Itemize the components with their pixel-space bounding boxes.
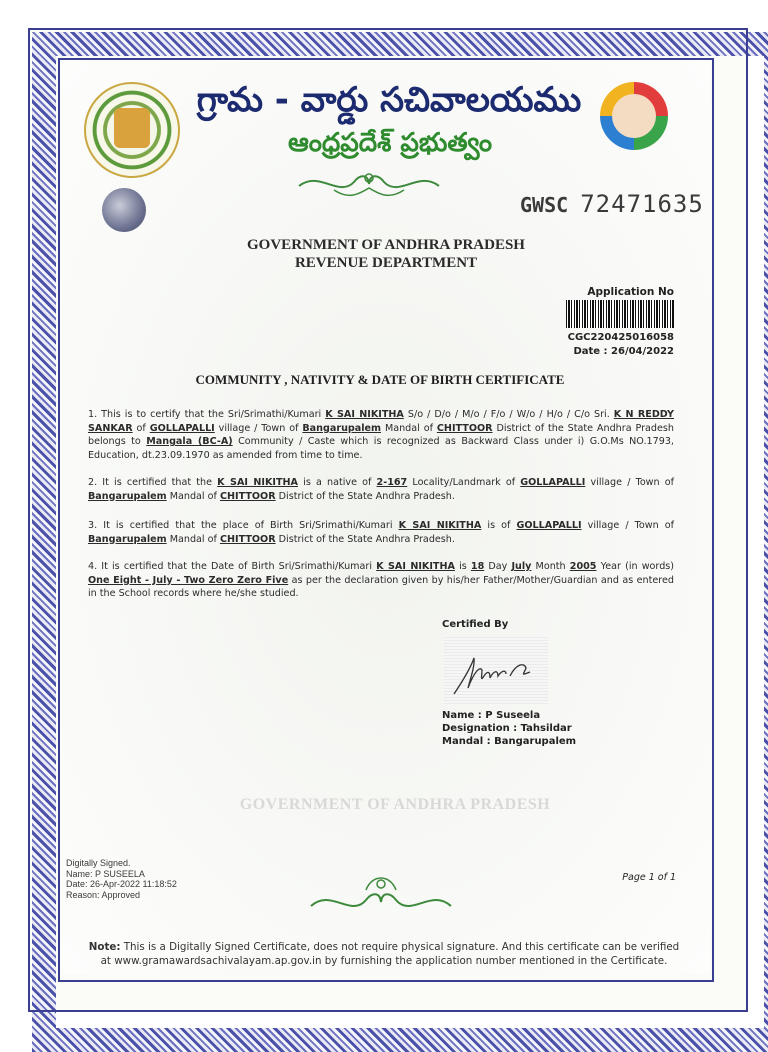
text: 2. It is certified that the	[88, 477, 218, 488]
applicant-name: K SAI NIKITHA	[376, 561, 455, 572]
text: 4. It is certified that the Date of Birth Sri/Srimathi/Kumari	[88, 561, 377, 572]
certificate-title: COMMUNITY , NATIVITY & DATE OF BIRTH CERTIFICATE	[195, 372, 565, 387]
gwsc-serial	[520, 190, 704, 218]
digital-sign-reason: Reason: Approved	[66, 889, 141, 900]
certifier-designation: Designation : Tahsildar	[442, 723, 572, 734]
applicant-name: K SAI NIKITHA	[325, 409, 404, 420]
digital-sign-line: Digitally Signed.	[66, 858, 131, 868]
paragraph-community	[88, 408, 674, 462]
gwsc-prefix: GWSC	[520, 193, 569, 217]
text: of	[132, 422, 150, 434]
birth-day: 18	[470, 561, 485, 572]
flourish-ornament-top	[294, 164, 444, 202]
text: as per the declaration given by his/her Father/Mother/Guardian and as entered in the School records where he/she studied.	[88, 574, 674, 599]
text: Mandal of	[166, 490, 220, 502]
watermark-text: GOVERNMENT OF ANDHRA PRADESH	[239, 796, 551, 813]
application-number: CGC220425016058	[567, 332, 674, 343]
text: Year (in words)	[596, 561, 675, 572]
digital-signature-stamp	[66, 858, 177, 900]
birth-month: July	[511, 561, 532, 572]
certified-by-label: Certified By	[442, 619, 509, 630]
application-barcode	[566, 300, 674, 328]
scheme-logo-badge	[600, 82, 668, 150]
certifier-details	[442, 709, 576, 748]
digital-sign-date: Date: 26-Apr-2022 11:18:52	[66, 879, 177, 889]
community-name: Mangala (BC-A)	[146, 436, 233, 447]
town-name: Bangarupalem	[88, 490, 167, 502]
ap-state-emblem	[84, 82, 180, 178]
village-name: GOLLAPALLI	[149, 422, 215, 434]
text: Month	[531, 561, 570, 572]
text: village / Town of	[585, 477, 675, 488]
application-date: Date : 26/04/2022	[573, 346, 674, 357]
paragraph-nativity	[88, 476, 674, 503]
district-name: CHITTOOR	[219, 490, 276, 502]
text: Mandal of	[381, 422, 437, 434]
text: Community / Caste which is recognized as Backward Class under i) G.O.Ms NO.1793, Education, dt.23.09.1970 as amended from time to time.	[88, 436, 674, 461]
certifier-mandal: Mandal : Bangarupalem	[442, 736, 577, 747]
flourish-ornament-bottom	[306, 868, 456, 920]
gov-line-2: REVENUE DEPARTMENT	[294, 255, 478, 271]
signature-scribble	[444, 636, 548, 704]
emblem-center	[114, 108, 150, 148]
district-name: CHITTOOR	[436, 422, 493, 434]
text: is a native of	[298, 477, 377, 488]
text: is	[454, 561, 471, 572]
application-number-label: Application No	[587, 286, 674, 298]
digital-sign-name: Name: P SUSEELA	[66, 868, 145, 879]
page-number: Page 1 of 1	[622, 872, 676, 883]
paragraph-birthplace	[88, 519, 674, 546]
town-name: Bangarupalem	[88, 533, 167, 545]
text: is of	[481, 520, 517, 531]
applicant-name: K SAI NIKITHA	[217, 477, 298, 488]
text: District of the State Andhra Pradesh belongs to	[88, 422, 674, 447]
text: 3. It is certified that the place of Birth Sri/Srimathi/Kumari	[88, 520, 399, 531]
district-name: CHITTOOR	[219, 533, 276, 545]
hologram-seal	[102, 188, 146, 232]
text: village / Town of	[214, 422, 303, 434]
locality-number: 2-167	[376, 477, 408, 488]
text: District of the State Andhra Pradesh.	[275, 533, 455, 545]
birth-date-words: One Eight - July - Two Zero Zero Five	[88, 574, 289, 586]
applicant-name: K SAI NIKITHA	[398, 520, 482, 531]
note-label: Note:	[88, 941, 121, 953]
birth-year: 2005	[569, 561, 597, 572]
text: 1. This is to certify that the Sri/Srimathi/Kumari	[88, 409, 326, 420]
text: Locality/Landmark of	[407, 477, 521, 488]
town-name: Bangarupalem	[302, 422, 382, 434]
note-line-2: at www.gramawardsachivalayam.ap.gov.in by furnishing the application number mentioned in the Certificate.	[100, 955, 668, 967]
village-name: GOLLAPALLI	[520, 477, 586, 488]
badge-portrait	[612, 94, 656, 138]
note-text-1: This is a Digitally Signed Certificate, does not require physical signature. And this certificate can be verified	[120, 941, 680, 953]
certifier-name: Name : P Suseela	[442, 710, 541, 721]
department-heading	[176, 236, 596, 272]
paragraph-date-of-birth	[88, 560, 674, 601]
village-name: GOLLAPALLI	[516, 520, 582, 531]
signature-image	[444, 636, 548, 704]
text: District of the State Andhra Pradesh.	[275, 490, 455, 502]
text: village / Town of	[581, 520, 675, 531]
gov-line-1: GOVERNMENT OF ANDHRA PRADESH	[247, 237, 525, 253]
text: S/o / D/o / M/o / F/o / W/o / H/o / C/o Sri.	[403, 409, 614, 420]
telugu-subtitle: ఆంధ్రప్రదేశ్ ప్రభుత్వం	[287, 128, 493, 158]
parent-name: K N REDDY SANKAR	[88, 409, 674, 434]
verification-note	[70, 940, 698, 968]
telugu-title: గ్రామ - వార్డు సచివాలయము	[196, 80, 582, 120]
text: Mandal of	[166, 533, 220, 545]
text: Day	[484, 561, 512, 572]
note-line-1	[70, 940, 698, 954]
gwsc-number: 72471635	[580, 190, 704, 218]
